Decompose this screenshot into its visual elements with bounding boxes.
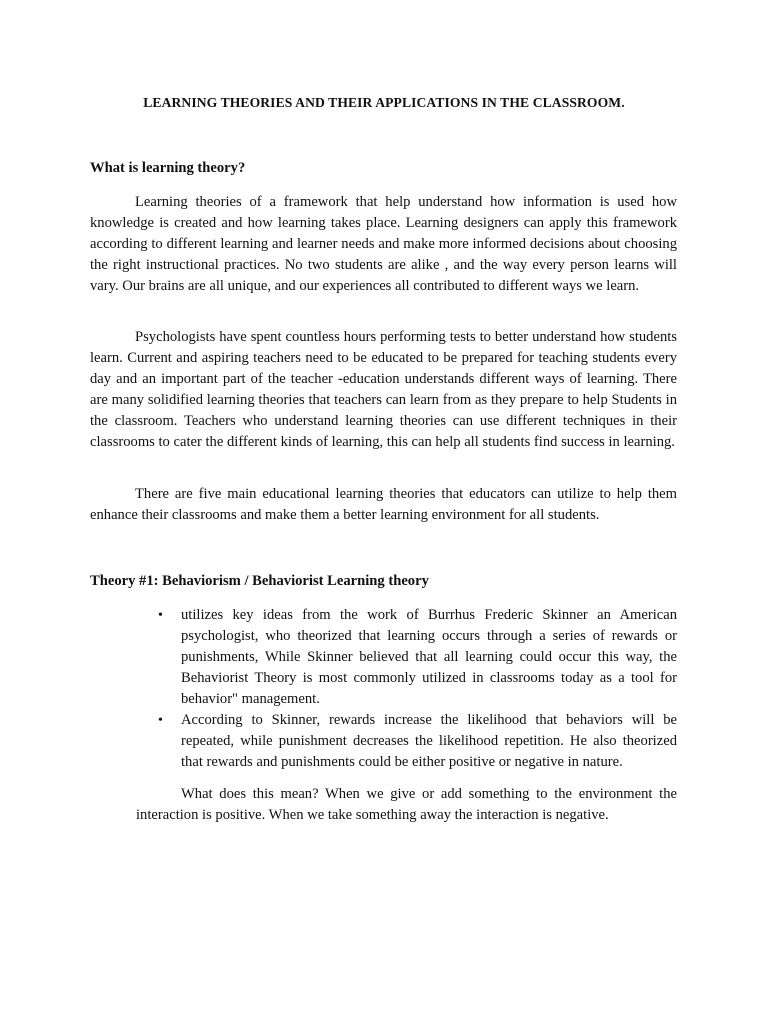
- paragraph-positive-negative: What does this mean? When we give or add something to the environment the interaction is positive. When we take something away the interaction is negative.: [136, 786, 677, 823]
- section-heading-behaviorism: Theory #1: Behaviorism / Behaviorist Learning theory: [90, 573, 429, 589]
- bullet-text-rewards: According to Skinner, rewards increase the likelihood that behaviors will be repeated, while punishment decreases the likelihood repetition. He also theorized that rewards and punishments could be either positive or negative in nature.: [181, 712, 677, 770]
- bullet-text-skinner: utilizes key ideas from the work of Burrhus Frederic Skinner an American psychologist, who theorized that learning occurs through a series of rewards or punishments, While Skinner believed that all learning could occur this way, the Behaviorist Theory is most commonly utilized in classrooms today as a tool for behavior" management.: [181, 607, 677, 707]
- bullet-icon: •: [158, 713, 163, 728]
- paragraph-learning-theory-definition: Learning theories of a framework that help understand how information is used how knowledge is created and how learning takes place. Learning designers can apply this framework according to different learning and learner needs and make more informed decisions about choosing the right instructional practices. No two students are alike , and the way every person learns will vary. Our brains are all unique, and our experiences all contributed to different ways we learn.: [90, 194, 677, 294]
- document-title: LEARNING THEORIES AND THEIR APPLICATIONS IN THE CLASSROOM.: [143, 95, 625, 110]
- section-heading-learning-theory: What is learning theory?: [90, 160, 246, 176]
- bullet-icon: •: [158, 608, 163, 623]
- list-item: [136, 710, 677, 773]
- paragraph-five-theories: There are five main educational learning theories that educators can utilize to help them enhance their classrooms and make them a better learning environment for all students.: [90, 486, 677, 523]
- paragraph-psychologists: Psychologists have spent countless hours performing tests to better understand how students learn. Current and aspiring teachers need to be educated to be prepared for teaching students every day and an important part of the teacher -education understands different ways of learning. There are many solidified learning theories that teachers can learn from as they prepare to help Students in the classroom. Teachers who understand learning theories can use different techniques in their classrooms to cater the different kinds of learning, this can help all students find success in learning.: [90, 329, 677, 450]
- behaviorism-bullet-list: [136, 605, 677, 773]
- list-item: [136, 605, 677, 710]
